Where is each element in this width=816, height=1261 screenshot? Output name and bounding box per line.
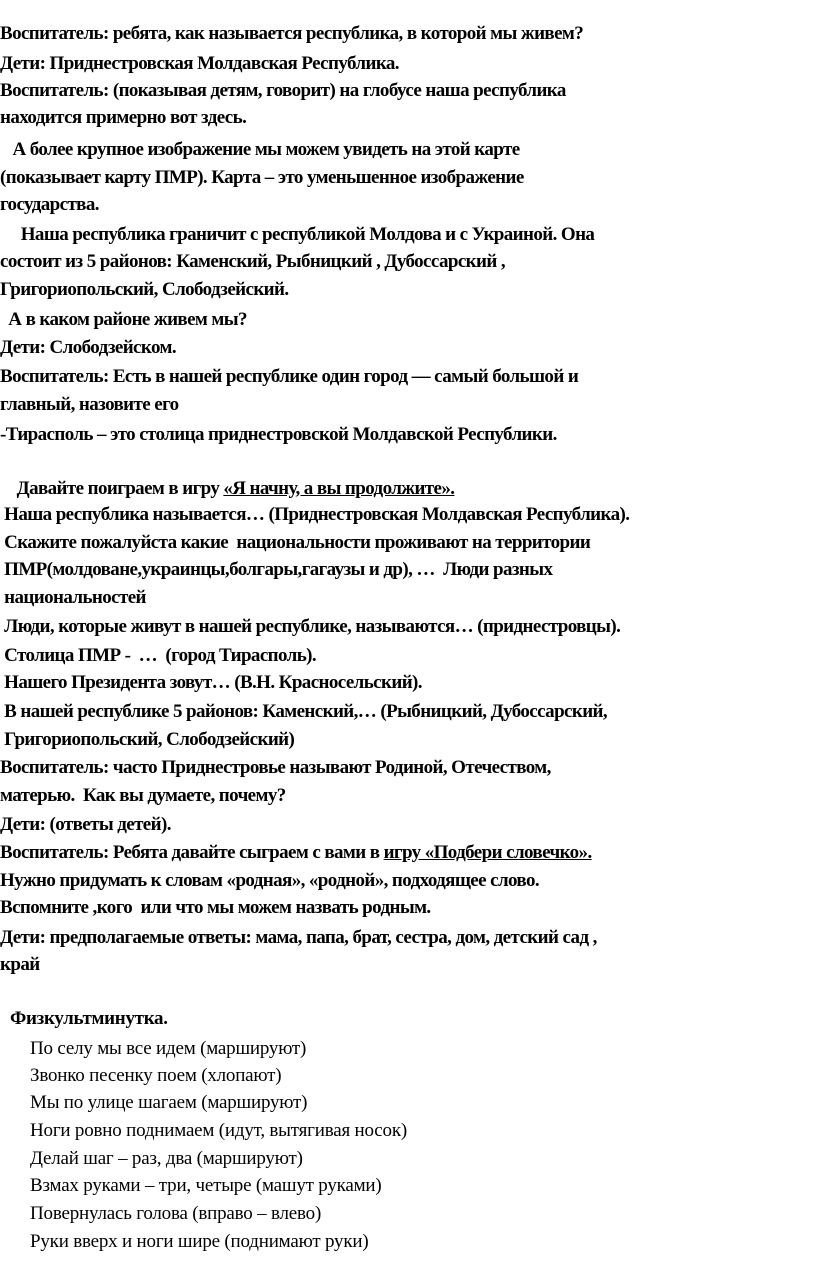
text-line (0, 223, 594, 247)
line-text: В нашей республике 5 районов: Каменский,… (Рыбницкий, Дубоссарский, (0, 701, 608, 722)
poem-line: Звонко песенку поем (хлопают) (30, 1065, 282, 1086)
game-title: «Я начну, а вы продолжите». (223, 478, 455, 499)
line-text: Нашего Президента зовут… (В.Н. Красносельский). (0, 672, 422, 693)
line-text: Григориопольский, Слободзейский. (0, 279, 289, 300)
line-text: матерью. Как вы думаете, почему? (0, 785, 286, 806)
poem-line: Повернулась голова (вправо – влево) (30, 1203, 322, 1224)
line-text: Скажите пожалуйста какие национальности проживают на территории (0, 532, 591, 553)
text-line (0, 106, 246, 130)
speaker-label: Воспитатель: (0, 366, 109, 387)
text-line (0, 22, 583, 46)
line-text: предполагаемые ответы: мама, папа, брат, сестра, дом, детский сад , (45, 927, 597, 948)
text-line (0, 869, 539, 893)
text-line (0, 615, 620, 639)
line-text: национальностей (0, 587, 146, 608)
text-line (0, 393, 179, 417)
text-line (0, 700, 607, 724)
text-line (0, 728, 294, 752)
text-line (0, 896, 431, 920)
text-line (0, 926, 597, 950)
text-line (0, 250, 505, 274)
text-line (0, 953, 40, 977)
line-text: А более крупное изображение мы можем увидеть на этой карте (0, 139, 520, 160)
line-text: состоит из 5 районов: Каменский, Рыбницкий , Дубоссарский , (0, 251, 505, 272)
speaker-label: Воспитатель: (0, 842, 109, 863)
text-line (0, 138, 520, 162)
line-text: находится примерно вот здесь. (0, 107, 247, 128)
poem-line: Мы по улице шагаем (маршируют) (30, 1092, 308, 1113)
poem-line: По селу мы все идем (маршируют) (30, 1038, 307, 1059)
line-text: Наша республика называется… (Приднестровская Молдавская Республика). (0, 504, 630, 525)
text-line (0, 503, 629, 527)
text-line (0, 365, 578, 389)
text-line (0, 784, 286, 808)
line-text: (ответы детей). (45, 814, 171, 835)
speaker-label: Дети: (0, 337, 46, 358)
text-line (0, 813, 171, 837)
line-text: Приднестровская Молдавская Республика. (45, 53, 399, 74)
speaker-label: Воспитатель: (0, 23, 109, 44)
speaker-label: Дети: (0, 53, 46, 74)
line-text: (показывая детям, говорит) на глобусе наша республика (108, 80, 566, 101)
line-text: Слободзейском. (45, 337, 177, 358)
line-text: Давайте поиграем в игру (0, 478, 224, 499)
text-line (0, 166, 524, 190)
poem-line: Руки вверх и ноги шире (поднимают руки) (30, 1231, 369, 1252)
line-text: Люди, которые живут в нашей республике, называются… (приднестровцы). (0, 616, 621, 637)
text-line (0, 79, 566, 103)
text-line (0, 477, 454, 501)
text-line (0, 336, 176, 360)
line-text: Есть в нашей республике один город — самый большой и (108, 366, 579, 387)
text-line (0, 756, 551, 780)
poem-line: Делай шаг – раз, два (маршируют) (30, 1148, 303, 1169)
line-text: Ребята давайте сыграем с вами в (108, 842, 384, 863)
speaker-label: Воспитатель: (0, 757, 109, 778)
text-line (0, 531, 590, 555)
text-line (0, 423, 557, 447)
text-line (0, 193, 99, 217)
line-text: Вспомните ,кого или что мы можем назвать родным. (0, 897, 431, 918)
poem-line: Взмах руками – три, четыре (машут руками) (30, 1175, 382, 1196)
line-text: ребята, как называется республика, в которой мы живем? (108, 23, 584, 44)
text-line (0, 586, 146, 610)
line-text: Наша республика граничит с республикой Молдова и с Украиной. Она (0, 224, 595, 245)
line-text: (показывает карту ПМР). Карта – это уменьшенное изображение (0, 167, 524, 188)
speaker-label: Дети: (0, 814, 46, 835)
line-text: государства. (0, 194, 99, 215)
line-text: -Тирасполь – это столица приднестровской Молдавской Республики. (0, 424, 557, 445)
line-text: Григориопольский, Слободзейский) (0, 729, 295, 750)
line-text: ПМР(молдоване,украинцы,болгары,гагаузы и др), … Люди разных (0, 559, 553, 580)
text-line (0, 671, 422, 695)
speaker-label: Дети: (0, 927, 46, 948)
poem-line: Ноги ровно поднимаем (идут, вытягивая носок) (30, 1120, 407, 1141)
line-text: главный, назовите его (0, 394, 179, 415)
text-line (0, 52, 399, 76)
text-line (0, 308, 247, 332)
text-line (0, 558, 552, 582)
text-line (0, 278, 289, 302)
game-title: игру «Подбери словечко». (383, 842, 592, 863)
text-line (0, 841, 592, 865)
fizkult-title: Физкультминутка. (10, 1008, 168, 1029)
text-line (0, 644, 316, 668)
speaker-label: Воспитатель: (0, 80, 109, 101)
line-text: А в каком районе живем мы? (0, 309, 247, 330)
line-text: Нужно придумать к словам «родная», «родной», подходящее слово. (0, 870, 540, 891)
line-text: край (0, 954, 40, 975)
line-text: Столица ПМР - … (город Тирасполь). (0, 645, 317, 666)
line-text: часто Приднестровье называют Родиной, Отечеством, (108, 757, 551, 778)
